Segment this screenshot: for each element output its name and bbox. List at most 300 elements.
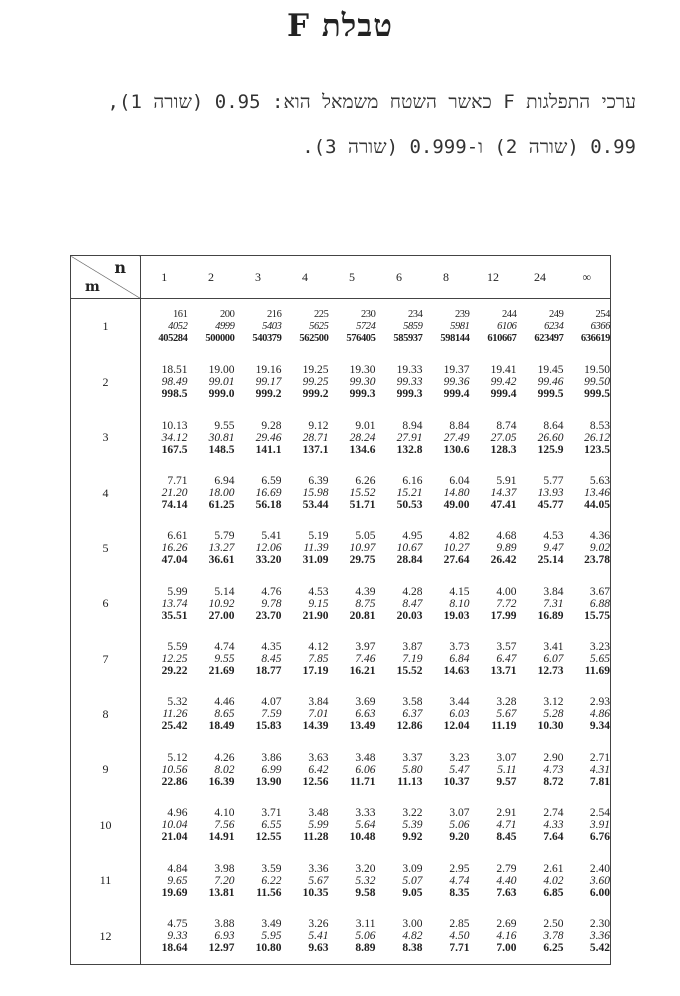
value-0-999: 12.04 [443, 720, 470, 733]
table-cell [376, 465, 423, 520]
value-0-95: 3.67 [589, 585, 610, 598]
table-cell [141, 742, 188, 797]
value-0-99: 4.71 [496, 819, 517, 832]
value-0-95: 19.33 [396, 364, 423, 377]
value-0-95: 3.69 [355, 696, 376, 709]
table-cell [423, 299, 470, 355]
value-0-99: 4.82 [402, 930, 423, 943]
value-0-99: 7.72 [496, 597, 517, 610]
value-0-99: 99.25 [302, 376, 329, 389]
value-0-95: 5.14 [214, 585, 235, 598]
table-cell [470, 631, 517, 686]
value-0-99: 12.25 [161, 653, 188, 666]
value-0-99: 27.49 [443, 431, 470, 444]
value-0-999: 128.3 [490, 443, 517, 456]
value-0-95: 6.26 [355, 475, 376, 488]
value-0-95: 2.61 [543, 862, 564, 875]
value-0-999: 23.70 [255, 609, 282, 622]
page-title: טבלת F [287, 8, 393, 44]
value-0-999: 50.53 [396, 499, 423, 512]
value-0-999: 562500 [299, 332, 329, 344]
row-header-m: 8 [71, 687, 141, 742]
value-0-999: 29.22 [161, 665, 188, 678]
value-0-999: 148.5 [208, 443, 235, 456]
table-cell [188, 742, 235, 797]
table-cell [188, 410, 235, 465]
value-0-95: 7.71 [167, 475, 188, 488]
value-0-99: 4.86 [589, 708, 610, 721]
value-0-999: 999.2 [255, 388, 282, 401]
table-cell [517, 908, 564, 964]
value-0-999: 53.44 [302, 499, 329, 512]
value-0-95: 3.98 [214, 862, 235, 875]
value-0-999: 12.97 [208, 942, 235, 955]
value-0-99: 30.81 [208, 431, 235, 444]
value-0-99: 7.56 [214, 819, 235, 832]
table-cell [470, 742, 517, 797]
table-cell [517, 687, 564, 742]
value-0-999: 999.4 [443, 388, 470, 401]
value-0-95: 3.73 [449, 641, 470, 654]
value-0-99: 99.17 [255, 376, 282, 389]
value-0-95: 2.40 [589, 862, 610, 875]
value-0-999: 540379 [252, 332, 282, 344]
value-0-99: 3.91 [589, 819, 610, 832]
value-0-95: 3.84 [543, 585, 564, 598]
value-0-999: 999.3 [396, 388, 423, 401]
table-cell [564, 410, 611, 465]
value-0-99: 99.50 [584, 376, 610, 389]
value-0-999: 998.5 [161, 388, 188, 401]
value-0-999: 13.81 [208, 886, 235, 899]
value-0-999: 51.71 [349, 499, 376, 512]
table-cell [188, 576, 235, 631]
table-cell [235, 853, 282, 908]
table-cell [141, 410, 188, 465]
value-0-99: 6.93 [214, 930, 235, 943]
row-header-m: 5 [71, 521, 141, 576]
value-0-99: 3.60 [589, 874, 610, 887]
table-cell [188, 631, 235, 686]
value-0-999: 13.49 [349, 720, 376, 733]
value-0-95: 8.84 [449, 419, 470, 432]
table-cell [282, 798, 329, 853]
value-0-95: 3.86 [261, 751, 282, 764]
table-cell [282, 521, 329, 576]
column-header: 3 [235, 256, 282, 299]
value-0-95: 4.12 [308, 641, 329, 654]
value-0-95: 2.74 [543, 807, 564, 820]
value-0-999: 33.20 [255, 554, 282, 567]
value-0-999: 31.09 [302, 554, 329, 567]
value-0-99: 99.46 [537, 376, 564, 389]
value-0-99: 4.73 [543, 763, 564, 776]
table-cell [470, 687, 517, 742]
table-cell [188, 853, 235, 908]
table-cell [282, 853, 329, 908]
value-0-999: 6.85 [543, 886, 564, 899]
value-0-99: 13.27 [208, 542, 235, 555]
value-0-99: 9.02 [589, 542, 610, 555]
value-0-999: 8.38 [402, 942, 423, 955]
table-cell [282, 299, 329, 355]
value-0-95: 4.36 [589, 530, 610, 543]
value-0-95: 5.32 [167, 696, 188, 709]
value-0-99: 9.65 [167, 874, 188, 887]
value-0-999: 17.19 [302, 665, 329, 678]
value-0-99: 5.06 [449, 819, 470, 832]
value-0-999: 134.6 [349, 443, 376, 456]
table-row [71, 687, 611, 742]
table-cell [423, 687, 470, 742]
value-0-999: 123.5 [584, 443, 610, 456]
value-0-99: 16.26 [161, 542, 188, 555]
value-0-95: 3.23 [449, 751, 470, 764]
table-row [71, 798, 611, 853]
table-cell [235, 687, 282, 742]
value-0-95: 9.12 [308, 419, 329, 432]
value-0-999: 623497 [534, 332, 564, 344]
value-0-999: 25.42 [161, 720, 188, 733]
value-0-95: 6.61 [167, 530, 188, 543]
table-row [71, 521, 611, 576]
value-0-99: 5.11 [497, 763, 517, 776]
table-cell [564, 687, 611, 742]
row-header-m: 2 [71, 355, 141, 410]
value-0-999: 8.45 [496, 831, 517, 844]
column-header: 4 [282, 256, 329, 299]
table-cell [141, 521, 188, 576]
value-0-95: 5.05 [355, 530, 376, 543]
value-0-999: 130.6 [443, 443, 470, 456]
value-0-95: 4.07 [261, 696, 282, 709]
value-0-999: 29.75 [349, 554, 376, 567]
value-0-99: 4.16 [496, 930, 517, 943]
value-0-999: 132.8 [396, 443, 423, 456]
value-0-95: 6.39 [308, 475, 329, 488]
table-cell [188, 465, 235, 520]
value-0-95: 200 [219, 308, 235, 320]
value-0-999: 56.18 [255, 499, 282, 512]
value-0-95: 3.11 [355, 918, 376, 931]
table-cell [329, 853, 376, 908]
value-0-999: 13.90 [255, 775, 282, 788]
table-row [71, 355, 611, 410]
row-header-m: 11 [71, 853, 141, 908]
table-cell [564, 355, 611, 410]
value-0-99: 8.10 [449, 597, 470, 610]
value-0-95: 6.94 [214, 475, 235, 488]
value-0-99: 5.99 [308, 819, 329, 832]
value-0-999: 18.77 [255, 665, 282, 678]
value-0-99: 34.12 [161, 431, 188, 444]
value-0-999: 576405 [346, 332, 376, 344]
table-cell [329, 687, 376, 742]
value-0-99: 8.65 [214, 708, 235, 721]
value-0-95: 4.68 [496, 530, 517, 543]
table-cell [282, 355, 329, 410]
value-0-95: 10.13 [161, 419, 188, 432]
table-cell [141, 465, 188, 520]
table-cell [329, 355, 376, 410]
value-0-999: 11.28 [303, 831, 329, 844]
table-cell [329, 631, 376, 686]
table-cell [141, 908, 188, 964]
value-0-95: 3.59 [261, 862, 282, 875]
value-0-95: 19.37 [443, 364, 470, 377]
value-0-95: 4.35 [261, 641, 282, 654]
value-0-95: 6.04 [449, 475, 470, 488]
value-0-95: 4.46 [214, 696, 235, 709]
value-0-999: 141.1 [255, 443, 282, 456]
table-cell [517, 355, 564, 410]
value-0-95: 8.74 [496, 419, 517, 432]
value-0-999: 137.1 [302, 443, 329, 456]
value-0-99: 5.28 [543, 708, 564, 721]
value-0-99: 4.02 [543, 874, 564, 887]
table-cell [517, 853, 564, 908]
value-0-95: 4.39 [355, 585, 376, 598]
value-0-99: 99.33 [396, 376, 423, 389]
value-0-95: 2.71 [589, 751, 610, 764]
value-0-95: 161 [172, 308, 188, 320]
table-cell [517, 521, 564, 576]
value-0-999: 61.25 [208, 499, 235, 512]
value-0-95: 3.07 [449, 807, 470, 820]
table-cell [470, 908, 517, 964]
value-0-99: 9.47 [543, 542, 564, 555]
value-0-99: 5.65 [589, 653, 610, 666]
value-0-99: 6.22 [261, 874, 282, 887]
table-cell [423, 798, 470, 853]
value-0-999: 11.56 [256, 886, 282, 899]
value-0-95: 19.50 [584, 364, 610, 377]
table-cell [564, 521, 611, 576]
table-cell [423, 742, 470, 797]
value-0-999: 18.49 [208, 720, 235, 733]
value-0-99: 11.39 [303, 542, 329, 555]
value-0-95: 2.69 [496, 918, 517, 931]
value-0-999: 18.64 [161, 942, 188, 955]
value-0-99: 6.37 [402, 708, 423, 721]
table-cell [564, 853, 611, 908]
value-0-999: 999.5 [537, 388, 564, 401]
table-cell [470, 355, 517, 410]
value-0-95: 2.30 [589, 918, 610, 931]
column-header: 6 [376, 256, 423, 299]
table-cell [376, 908, 423, 964]
value-0-99: 99.36 [443, 376, 470, 389]
value-0-999: 20.81 [349, 609, 376, 622]
value-0-999: 999.3 [349, 388, 376, 401]
value-0-95: 3.07 [496, 751, 517, 764]
table-cell [141, 853, 188, 908]
value-0-99: 26.60 [537, 431, 564, 444]
value-0-99: 10.04 [161, 819, 188, 832]
value-0-99: 5403 [262, 320, 282, 332]
value-0-99: 9.78 [261, 597, 282, 610]
value-0-999: 19.69 [161, 886, 188, 899]
value-0-999: 13.71 [490, 665, 517, 678]
value-0-999: 999.4 [490, 388, 517, 401]
value-0-95: 4.10 [214, 807, 235, 820]
value-0-95: 19.45 [537, 364, 564, 377]
value-0-99: 3.78 [543, 930, 564, 943]
intro-line-1: ערכי התפלגות F כאשר השטח משמאל הוא: 0.95 (שורה 1), [107, 91, 636, 113]
value-0-99: 21.20 [161, 487, 188, 500]
value-0-99: 5.41 [308, 930, 329, 943]
table-cell [564, 631, 611, 686]
value-0-999: 47.04 [161, 554, 188, 567]
column-header: 12 [470, 256, 517, 299]
value-0-999: 9.57 [496, 775, 517, 788]
table-header-row [71, 256, 611, 299]
value-0-999: 11.13 [397, 775, 423, 788]
value-0-99: 29.46 [255, 431, 282, 444]
value-0-999: 26.42 [490, 554, 517, 567]
value-0-99: 14.80 [443, 487, 470, 500]
value-0-99: 5.64 [355, 819, 376, 832]
value-0-95: 19.41 [490, 364, 517, 377]
table-cell [329, 908, 376, 964]
value-0-95: 8.64 [543, 419, 564, 432]
table-cell [282, 742, 329, 797]
table-cell [376, 631, 423, 686]
value-0-99: 6.47 [496, 653, 517, 666]
value-0-999: 125.9 [537, 443, 564, 456]
table-cell [376, 798, 423, 853]
table-cell [470, 299, 517, 355]
value-0-95: 4.82 [449, 530, 470, 543]
table-cell [564, 798, 611, 853]
value-0-999: 7.64 [543, 831, 564, 844]
table-cell [329, 576, 376, 631]
table-cell [376, 853, 423, 908]
value-0-95: 5.41 [261, 530, 282, 543]
table-cell [188, 798, 235, 853]
table-cell [141, 576, 188, 631]
column-header: 8 [423, 256, 470, 299]
value-0-999: 7.71 [449, 942, 470, 955]
value-0-95: 3.12 [543, 696, 564, 709]
table-cell [282, 687, 329, 742]
column-header: ∞ [564, 256, 611, 299]
table-cell [141, 355, 188, 410]
table-cell [423, 853, 470, 908]
value-0-95: 2.54 [589, 807, 610, 820]
value-0-99: 28.71 [302, 431, 329, 444]
value-0-99: 6366 [590, 320, 610, 332]
value-0-99: 7.20 [214, 874, 235, 887]
value-0-999: 10.48 [349, 831, 376, 844]
row-header-m: 6 [71, 576, 141, 631]
value-0-999: 6.25 [543, 942, 564, 955]
value-0-999: 999.2 [302, 388, 329, 401]
value-0-95: 3.00 [402, 918, 423, 931]
table-corner-cell [71, 256, 141, 299]
value-0-999: 22.86 [161, 775, 188, 788]
value-0-99: 8.47 [402, 597, 423, 610]
table-cell [188, 908, 235, 964]
value-0-95: 18.51 [161, 364, 188, 377]
table-row [71, 908, 611, 964]
value-0-999: 9.05 [402, 886, 423, 899]
value-0-95: 3.48 [355, 751, 376, 764]
value-0-99: 4052 [168, 320, 188, 332]
value-0-99: 6.63 [355, 708, 376, 721]
value-0-95: 2.91 [496, 807, 517, 820]
value-0-95: 234 [407, 308, 423, 320]
column-header: 1 [141, 256, 188, 299]
value-0-999: 15.83 [255, 720, 282, 733]
value-0-99: 27.91 [396, 431, 423, 444]
value-0-999: 23.78 [584, 554, 610, 567]
value-0-99: 98.49 [161, 376, 188, 389]
value-0-99: 6234 [544, 320, 564, 332]
value-0-999: 16.39 [208, 775, 235, 788]
value-0-99: 6.07 [543, 653, 564, 666]
value-0-95: 3.20 [355, 862, 376, 875]
value-0-99: 28.24 [349, 431, 376, 444]
value-0-95: 3.71 [261, 807, 282, 820]
table-cell [235, 576, 282, 631]
table-body [71, 299, 611, 965]
table-cell [329, 521, 376, 576]
value-0-95: 4.96 [167, 807, 188, 820]
value-0-999: 74.14 [161, 499, 188, 512]
value-0-999: 35.51 [161, 609, 188, 622]
value-0-999: 8.89 [355, 942, 376, 955]
row-header-m: 7 [71, 631, 141, 686]
table-cell [376, 687, 423, 742]
value-0-999: 12.86 [396, 720, 423, 733]
value-0-99: 99.42 [490, 376, 517, 389]
table-cell [423, 576, 470, 631]
value-0-95: 2.85 [449, 918, 470, 931]
value-0-999: 12.56 [302, 775, 329, 788]
table-cell [517, 631, 564, 686]
value-0-99: 6.88 [589, 597, 610, 610]
value-0-99: 7.46 [355, 653, 376, 666]
value-0-99: 8.02 [214, 763, 235, 776]
value-0-999: 636619 [580, 332, 610, 344]
table-cell [141, 631, 188, 686]
value-0-999: 405284 [158, 332, 188, 344]
value-0-999: 11.71 [350, 775, 376, 788]
value-0-99: 6106 [497, 320, 517, 332]
value-0-95: 216 [266, 308, 282, 320]
value-0-999: 28.84 [396, 554, 423, 567]
value-0-999: 9.58 [355, 886, 376, 899]
value-0-95: 19.16 [255, 364, 282, 377]
value-0-999: 11.69 [584, 665, 610, 678]
table-cell [329, 299, 376, 355]
value-0-999: 10.35 [302, 886, 329, 899]
value-0-95: 4.75 [167, 918, 188, 931]
value-0-95: 4.84 [167, 862, 188, 875]
table-cell [235, 410, 282, 465]
value-0-95: 239 [454, 308, 470, 320]
table-cell [517, 576, 564, 631]
table-cell [517, 299, 564, 355]
intro-text [16, 80, 636, 170]
table-cell [235, 908, 282, 964]
value-0-99: 5.67 [308, 874, 329, 887]
value-0-999: 999.5 [584, 388, 610, 401]
value-0-95: 2.95 [449, 862, 470, 875]
value-0-999: 10.30 [537, 720, 564, 733]
value-0-999: 45.77 [537, 499, 564, 512]
